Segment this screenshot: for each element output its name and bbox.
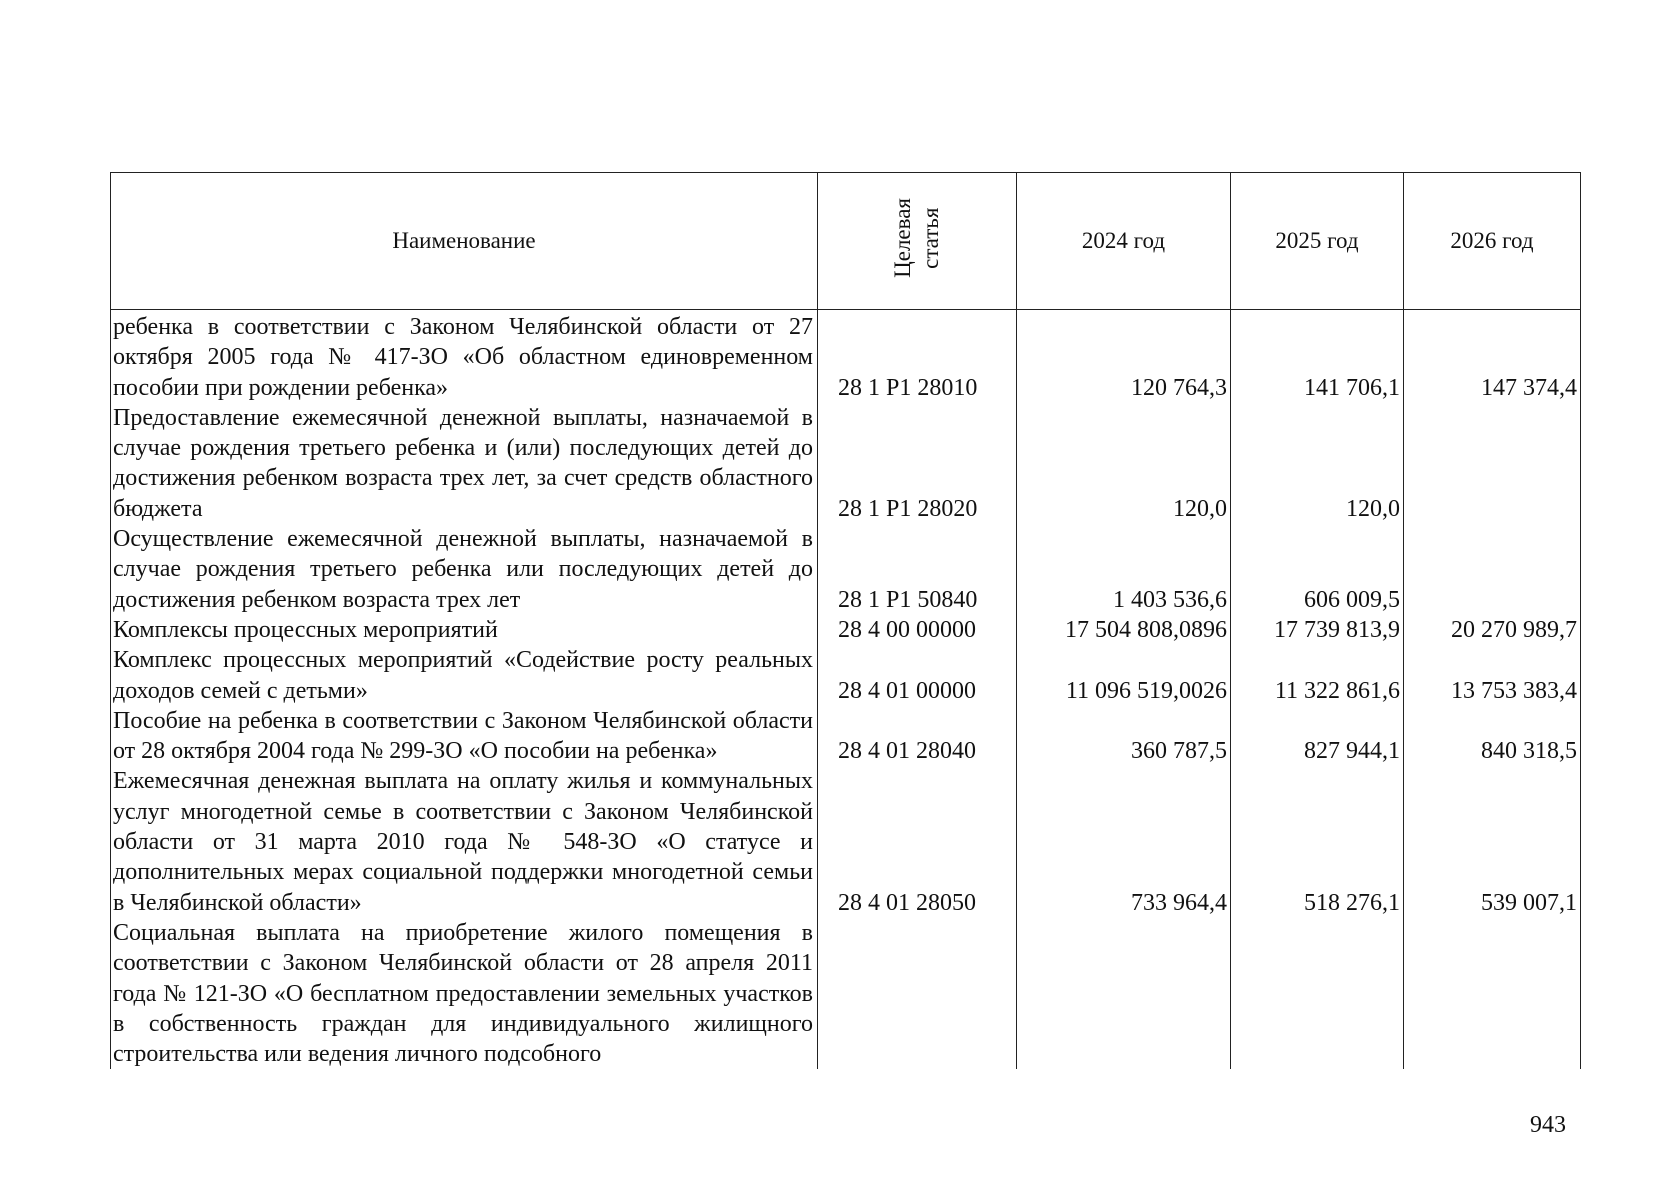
table-row: [111, 615, 1581, 645]
row-2026: 840 318,5: [1404, 706, 1581, 767]
row-code: 28 4 01 00000: [818, 645, 1017, 706]
row-code: 28 1 P1 28010: [818, 310, 1017, 403]
page-number: 943: [1530, 1112, 1566, 1138]
header-2026: 2026 год: [1404, 173, 1581, 310]
row-2024: 1 403 536,6: [1017, 524, 1231, 615]
row-2025: 17 739 813,9: [1231, 615, 1404, 645]
row-2024: 733 964,4: [1017, 766, 1231, 917]
row-2026: 20 270 989,7: [1404, 615, 1581, 645]
row-2025: 120,0: [1231, 403, 1404, 524]
row-code: 28 4 01 28050: [818, 766, 1017, 917]
table-row: [111, 645, 1581, 706]
row-name: Ежемесячная денежная выплата на оплату жилья и коммунальных услуг многодетной семье в соответствии с Законом Челябинской области от 31 марта 2010 года № 548-ЗО «О статусе и дополнительных мерах социальной поддержки многодетной семьи в Челябинской области»: [111, 766, 818, 917]
row-2026: [1404, 524, 1581, 615]
row-2026: 539 007,1: [1404, 766, 1581, 917]
row-name: Осуществление ежемесячной денежной выплаты, назначаемой в случае рождения третьего ребенка или последующих детей до достижения ребенком возраста трех лет: [111, 524, 818, 615]
row-name: Комплексы процессных мероприятий: [111, 615, 818, 645]
row-2024: 120,0: [1017, 403, 1231, 524]
header-name: Наименование: [111, 173, 818, 310]
row-name: Комплекс процессных мероприятий «Содействие росту реальных доходов семей с детьми»: [111, 645, 818, 706]
row-name: ребенка в соответствии с Законом Челябинской области от 27 октября 2005 года № 417-ЗО «Об областном единовременном пособии при рождении ребенка»: [111, 310, 818, 403]
row-code: 28 1 P1 50840: [818, 524, 1017, 615]
row-2025: 518 276,1: [1231, 766, 1404, 917]
row-2024: 360 787,5: [1017, 706, 1231, 767]
row-name: Предоставление ежемесячной денежной выплаты, назначаемой в случае рождения третьего ребенка и (или) последующих детей до достижения ребенком возраста трех лет, за счет средств областного бюджета: [111, 403, 818, 524]
row-2025: 141 706,1: [1231, 310, 1404, 403]
table-row: [111, 310, 1581, 403]
budget-table: [110, 172, 1581, 1069]
row-code: 28 4 01 28040: [818, 706, 1017, 767]
row-code: 28 1 P1 28020: [818, 403, 1017, 524]
row-2026: [1404, 403, 1581, 524]
table-row: [111, 918, 1581, 1069]
row-2024: 17 504 808,0896: [1017, 615, 1231, 645]
table-row: [111, 524, 1581, 615]
row-2024: [1017, 918, 1231, 1069]
table-row: [111, 403, 1581, 524]
row-name: Социальная выплата на приобретение жилого помещения в соответствии с Законом Челябинской области от 28 апреля 2011 года № 121-ЗО «О бесплатном предоставлении земельных участков в собственность граждан для индивидуального жилищного строительства или ведения личного подсобного: [111, 918, 818, 1069]
row-2026: [1404, 918, 1581, 1069]
header-code-line2: статья: [918, 207, 943, 269]
table-row: [111, 706, 1581, 767]
row-2026: 147 374,4: [1404, 310, 1581, 403]
row-2026: 13 753 383,4: [1404, 645, 1581, 706]
row-2025: 827 944,1: [1231, 706, 1404, 767]
row-2025: 11 322 861,6: [1231, 645, 1404, 706]
header-2025: 2025 год: [1231, 173, 1404, 310]
row-name: Пособие на ребенка в соответствии с Законом Челябинской области от 28 октября 2004 года № 299-ЗО «О пособии на ребенка»: [111, 706, 818, 767]
row-2024: 120 764,3: [1017, 310, 1231, 403]
header-2024: 2024 год: [1017, 173, 1231, 310]
row-2025: 606 009,5: [1231, 524, 1404, 615]
row-code: 28 4 00 00000: [818, 615, 1017, 645]
table-row: [111, 766, 1581, 917]
header-code-line1: Целевая: [890, 198, 915, 278]
row-2025: [1231, 918, 1404, 1069]
header-code: [818, 173, 1017, 310]
row-code: [818, 918, 1017, 1069]
row-2024: 11 096 519,0026: [1017, 645, 1231, 706]
table-header-row: [111, 173, 1581, 310]
header-code-rotated: [889, 198, 945, 278]
